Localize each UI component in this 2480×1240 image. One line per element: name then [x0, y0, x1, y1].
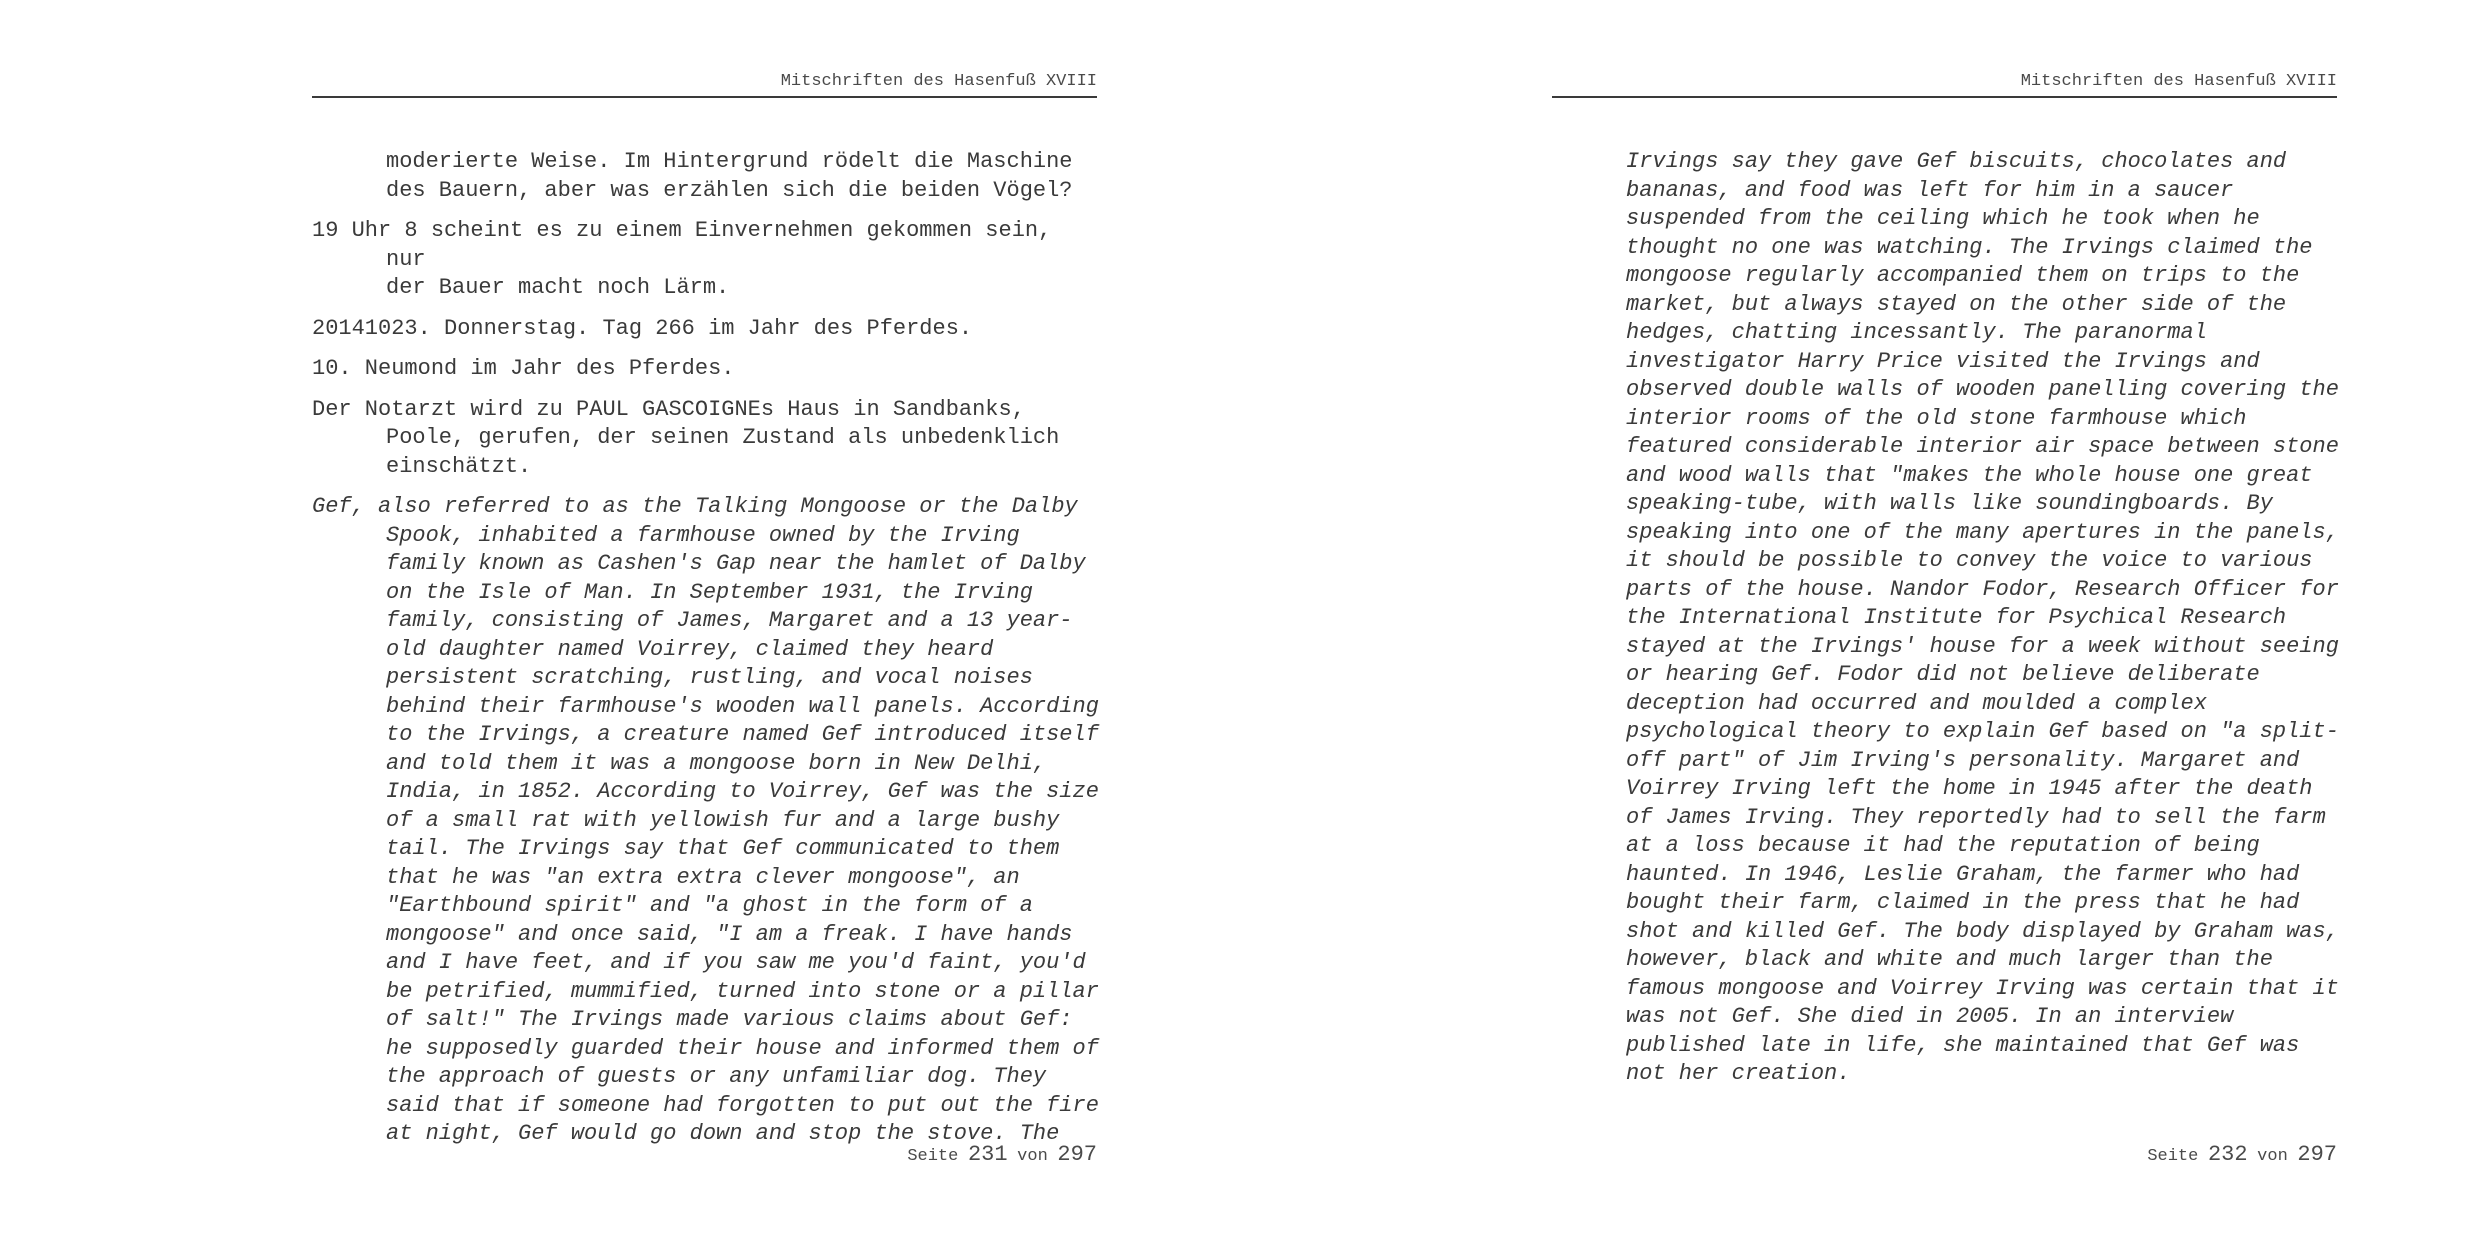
header-divider — [312, 96, 1097, 98]
paragraph-gef-quote: Gef, also referred to as the Talking Mongoose or the Dalby Spook, inhabited a farmhouse owned by the Irving family known as Cashen's Gap near the hamlet of Dalby on the Isle of Man. In September 1931, the Irving family, consisting of James, Margaret and a 13 year- old daughter named Voirrey, claimed they heard persistent scratching, rustling, and vocal noises behind their farmhouse's wooden wall panels. According to the Irvings, a creature named Gef introduced itself and told them it was a mongoose born in New Delhi, India, in 1852. According to Voirrey, Gef was the size of a small rat with yellowish fur and a large bushy tail. The Irvings say that Gef communicated to them that he was "an extra extra clever mongoose", an "Earthbound spirit" and "a ghost in the form of a mongoose" and once said, "I am a freak. I have hands and I have feet, and if you saw me you'd faint, you'd be petrified, mummified, turned into stone or a pillar of salt!" The Irvings made various claims about Gef: he supposedly guarded their house and informed them of the approach of guests or any unfamiliar dog. They said that if someone had forgotten to put out the fire at night, Gef would go down and stop the stove. The — [312, 494, 1099, 1146]
footer-of: von — [2257, 1147, 2288, 1166]
page-total: 297 — [2297, 1142, 2337, 1167]
page-footer — [1552, 1142, 2337, 1170]
page-header: Mitschriften des Hasenfuß XVIII — [780, 72, 1097, 91]
page-total: 297 — [1057, 1142, 1097, 1167]
page-body-quote: Irvings say they gave Gef biscuits, chocolates and bananas, and food was left for him in a saucer suspended from the ceiling which he took when he thought no one was watching. The Irvings claimed the mongoose regularly accompanied them on trips to the market, but always stayed on the other side of the hedges, chatting incessantly. The paranormal investigator Harry Price visited the Irvings and observed double walls of wooden panelling covering the interior rooms of the old stone farmhouse which featured considerable interior air space between stone and wood walls that "makes the whole house one great speaking-tube, with walls like soundingboards. By speaking into one of the many apertures in the panels, it should be possible to convey the voice to various parts of the house. Nandor Fodor, Research Officer for the International Institute for Psychical Research stayed at the Irvings' house for a week without seeing or hearing Gef. Fodor did not believe deliberate deception had occurred and moulded a complex psychological theory to explain Gef based on "a split- off part" of Jim Irving's personality. Margaret and Voirrey Irving left the home in 1945 after the death of James Irving. They reportedly had to sell the farm at a loss because it had the reputation of being haunted. In 1946, Leslie Graham, the farmer who had bought their farm, claimed in the press that he had shot and killed Gef. The body displayed by Graham was, however, black and white and much larger than the famous mongoose and Voirrey Irving was certain that it was not Gef. She died in 2005. In an interview published late in life, she maintained that Gef was not her creation. — [1626, 149, 2339, 1086]
paragraph-entry: 19 Uhr 8 scheint es zu einem Einvernehmen gekommen sein, nur der Bauer macht noch Lärm. — [312, 218, 1052, 300]
paragraph-date-entry: 20141023. Donnerstag. Tag 266 im Jahr des Pferdes. — [312, 315, 973, 341]
paragraph-entry: Der Notarzt wird zu PAUL GASCOIGNEs Haus in Sandbanks, Poole, gerufen, der seinen Zustand als unbedenklich einschätzt. — [312, 396, 1060, 479]
page-header: Mitschriften des Hasenfuß XVIII — [2020, 72, 2337, 91]
page-number: 232 — [2207, 1142, 2248, 1167]
header-divider — [1552, 96, 2337, 98]
page-body — [312, 148, 1102, 1161]
footer-label: Seite — [907, 1147, 959, 1166]
footer-label: Seite — [2147, 1147, 2199, 1166]
paragraph-continuation: moderierte Weise. Im Hintergrund rödelt die Maschine des Bauern, aber was erzählen sich die beiden Vögel? — [386, 149, 1073, 203]
page-footer — [312, 1142, 1097, 1170]
footer-of: von — [1017, 1147, 1048, 1166]
right-page — [1240, 0, 2480, 1240]
page-number: 231 — [967, 1142, 1008, 1167]
paragraph-moon-entry: 10. Neumond im Jahr des Pferdes. — [312, 356, 735, 381]
